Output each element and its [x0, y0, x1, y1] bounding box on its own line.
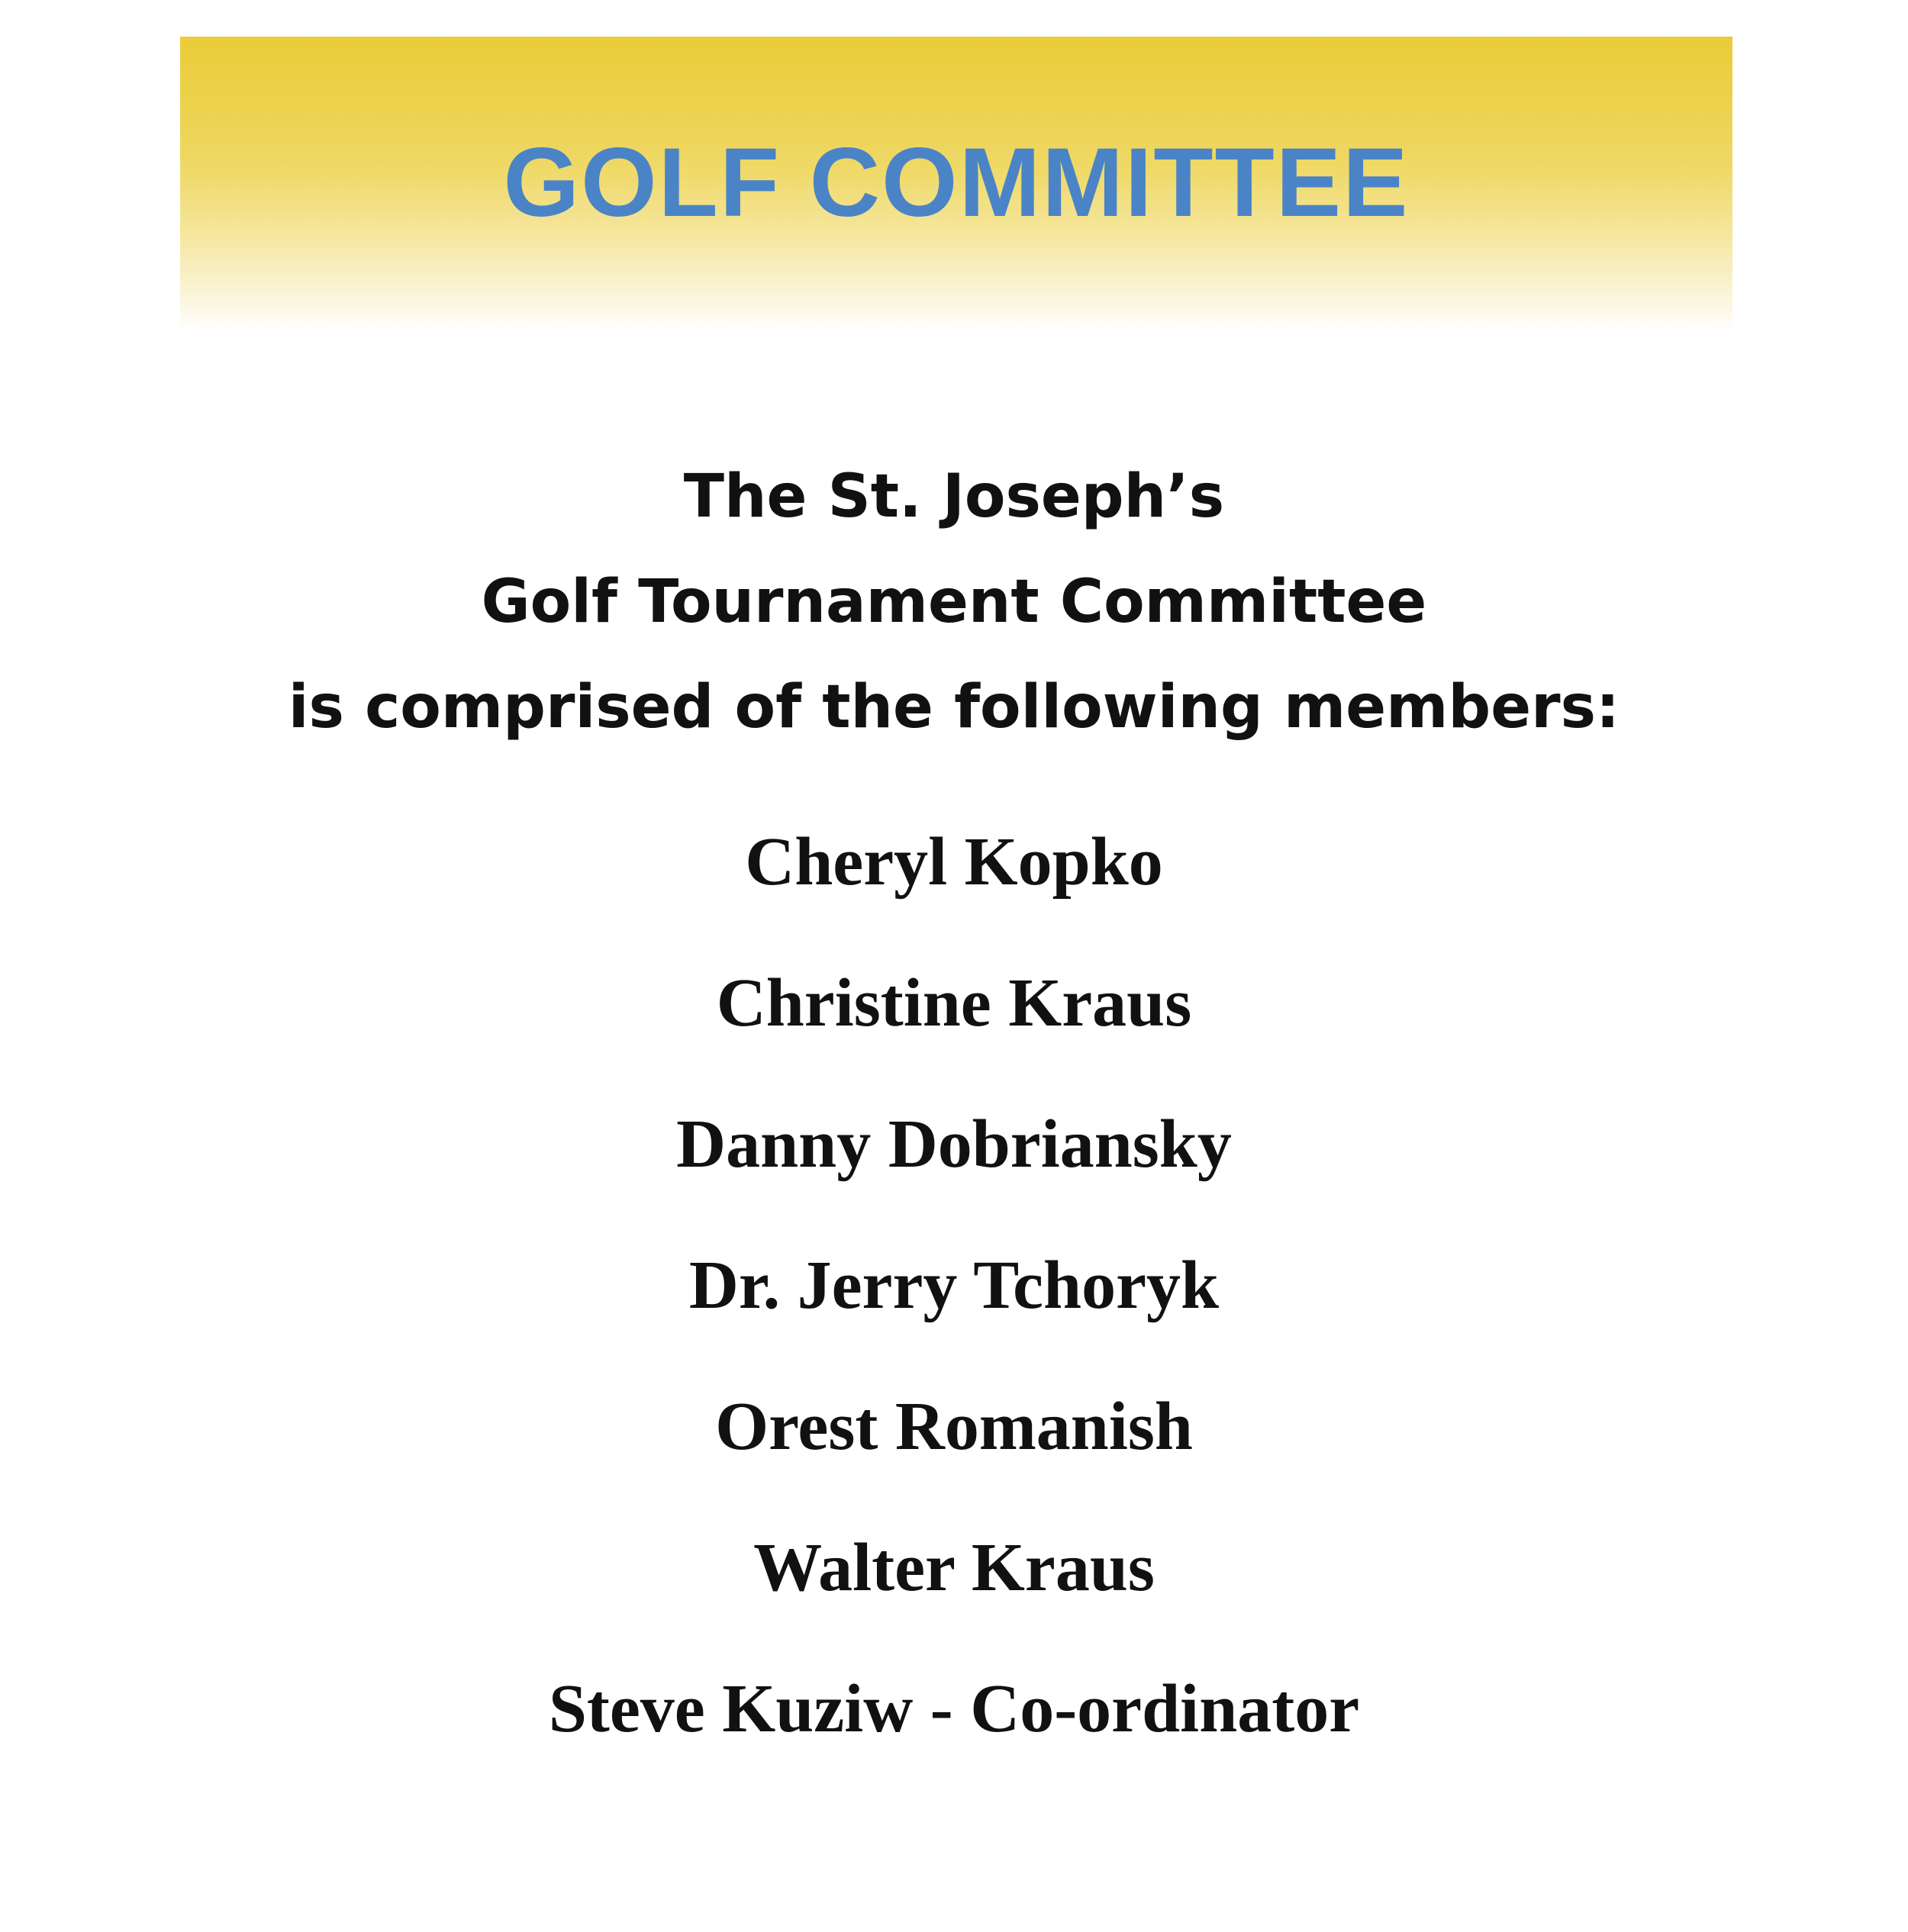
member-list: [0, 824, 1908, 1816]
intro-line-3: is comprised of the following members:: [288, 673, 1620, 742]
page-title: GOLF COMMITTEE: [503, 128, 1410, 237]
intro-line-2: Golf Tournament Committee: [481, 568, 1427, 636]
title-banner: [180, 37, 1732, 333]
member-name: Christine Kraus: [716, 965, 1192, 1041]
member-name: Steve Kuziw - Co-ordinator: [548, 1671, 1360, 1747]
member-name: Cheryl Kopko: [745, 824, 1163, 900]
member-name: Orest Romanish: [715, 1389, 1193, 1464]
member-name: Dr. Jerry Tchoryk: [688, 1248, 1220, 1323]
intro-line-1: The St. Joseph’s: [683, 462, 1225, 531]
member-name: Walter Kraus: [753, 1530, 1155, 1605]
member-name: Danny Dobriansky: [676, 1106, 1232, 1182]
